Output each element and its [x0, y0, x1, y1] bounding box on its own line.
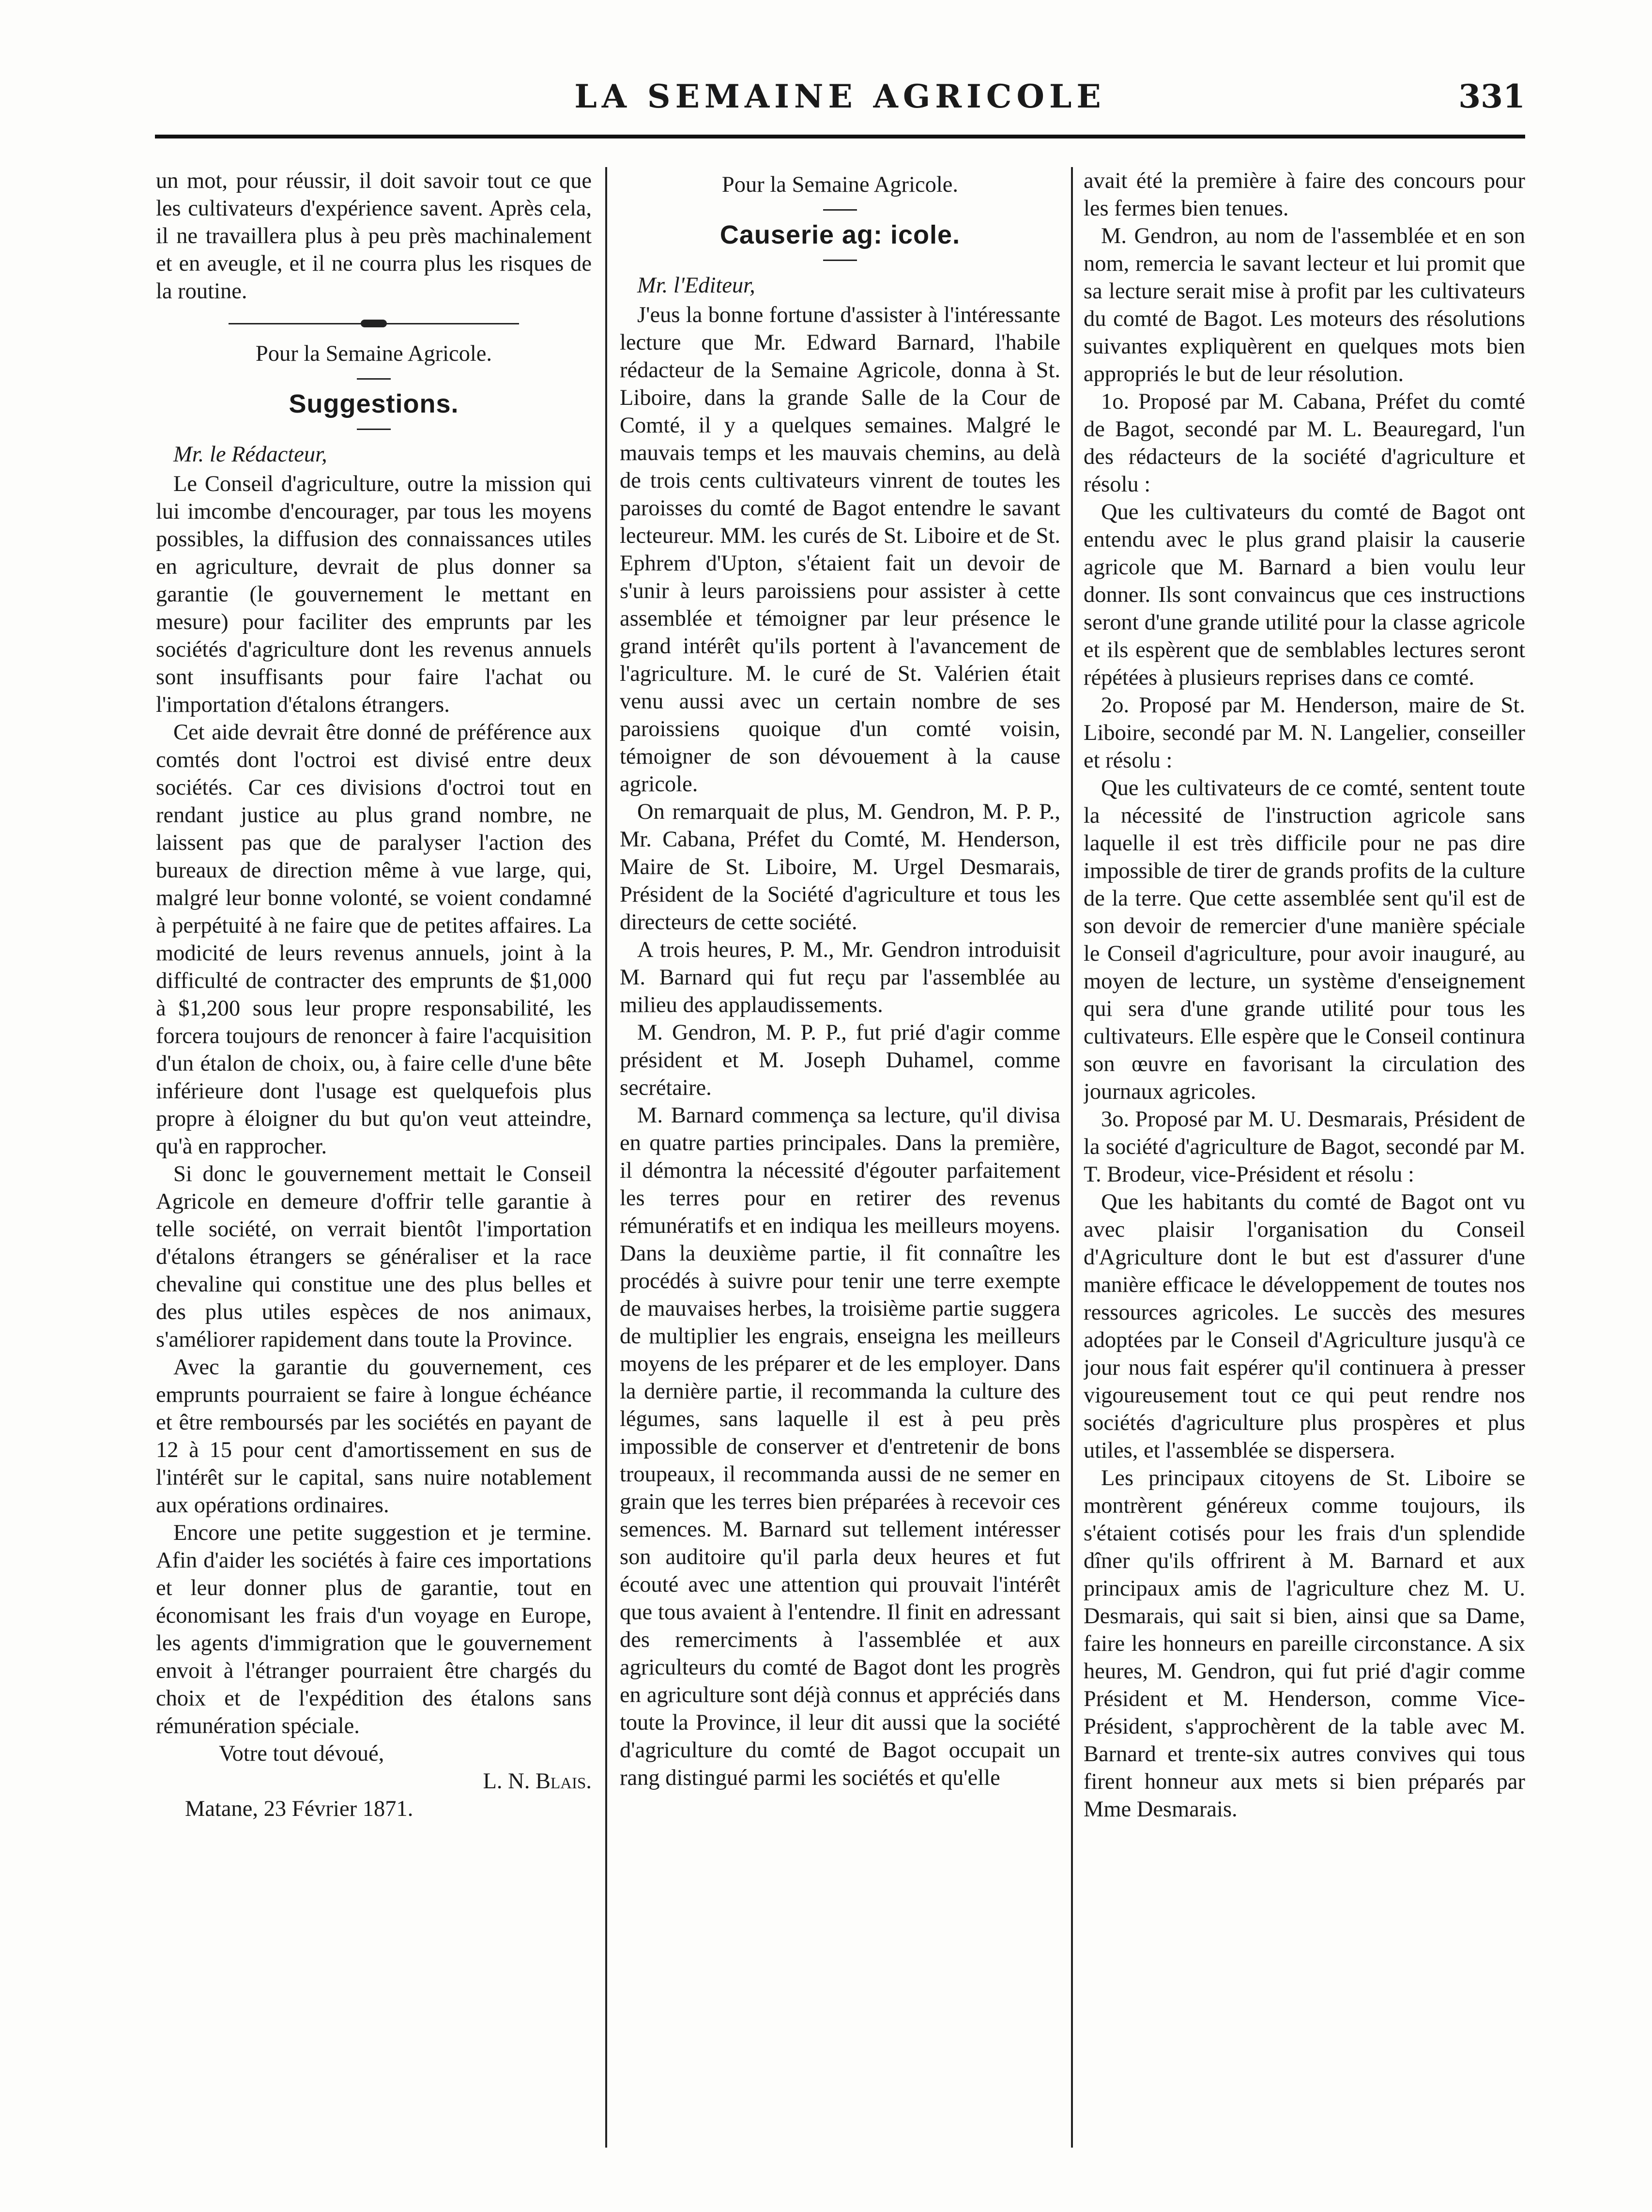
resolution-body: Que les cultivateurs du comté de Bagot ont entendu avec le plus grand plaisir la causerie agricole que M. Barnard a bien voulu leur donner. Ils sont convaincus que ces instructions seront d'une grande utilité pour la classe agricole et ils espèrent que de semblables lectures seront répétées à plusieurs reprises dans ce comté. — [1084, 500, 1525, 690]
resolution-heading: 3o. Proposé par M. U. Desmarais, Président de la société d'agriculture de Bagot, secondé par M. T. Brodeur, vice-Président et résolu : — [1084, 1107, 1525, 1187]
paragraph: Si donc le gouvernement mettait le Conseil Agricole en demeure d'offrir telle garantie à telle société, on verrait bientôt l'importation d'étalons étrangers se généraliser et la race chevaline qui constitue une des plus belles et des plus utiles espèces de nos animaux, s'améliorer rapidement dans toute la Province. — [156, 1162, 592, 1352]
short-rule — [357, 378, 391, 380]
resolution-heading: 1o. Proposé par M. Cabana, Préfet du comté de Bagot, secondé par M. L. Beauregard, l'un des rédacteurs de la société d'agriculture et résolu : — [1084, 389, 1525, 497]
dateline: Matane, 23 Février 1871. — [185, 1797, 413, 1821]
article-byline: Pour la Semaine Agricole. — [721, 172, 959, 197]
continued-paragraph: avait été la première à faire des concours pour les fermes bien tenues. — [1084, 169, 1525, 221]
article-byline: Pour la Semaine Agricole. — [255, 341, 492, 366]
paragraph: J'eus la bonne fortune d'assister à l'intéressante lecture que Mr. Edward Barnard, l'habile rédacteur de la Semaine Agricole, donna à St. Liboire, dans la grande Salle de la Cour de Comté, il y a quelques semaines. Malgré le mauvais temps et les mauvais chemins, au delà de trois cents cultivateurs vinrent de toutes les paroisses du comté de Bagot entendre le savant lecteureur. MM. les curés de St. Liboire et de St. Ephrem d'Upton, s'étaient fait un devoir de s'unir à leurs paroissiens pour assister à cette assemblée et témoigner par leur présence le grand intérêt qu'ils portent à l'avancement de l'agriculture. M. le curé de St. Valérien était venu aussi avec un certain nombre de ses paroissiens quoique d'un comté voisin, témoigner de son dévouement à la cause agricole. — [620, 303, 1060, 797]
short-rule — [823, 209, 857, 211]
salutation: Mr. l'Editeur, — [637, 273, 755, 298]
header-rule — [155, 135, 1525, 138]
page-number: 331 — [1458, 77, 1525, 115]
paragraph: A trois heures, P. M., Mr. Gendron introduisit M. Barnard qui fut reçu par l'assemblée au milieu des applaudissements. — [620, 937, 1060, 1017]
signature: L. N. Blais. — [483, 1769, 592, 1794]
column-divider — [1071, 167, 1073, 2148]
article-title: Causerie ag: icole. — [719, 220, 961, 249]
column-divider — [605, 167, 607, 2148]
running-title: LA SEMAINE AGRICOLE — [574, 77, 1106, 115]
paragraph: Encore une petite suggestion et je termine. Afin d'aider les sociétés à faire ces importations et leur donner plus de garantie, tout en économisant les frais d'un voyage en Europe, les agents d'immigration que le gouvernement envoit à l'étranger pourraient être chargés du choix et de l'expédition des étalons sans rémunération spéciale. — [156, 1521, 592, 1738]
column-1 — [156, 167, 592, 2177]
article-title: Suggestions. — [289, 389, 459, 418]
paragraph: M. Barnard commença sa lecture, qu'il divisa en quatre parties principales. Dans la première, il démontra la nécessité d'égouter parfaitement les terres pour en retirer des revenus rémunératifs et en indiqua les meilleurs moyens. Dans la deuxième partie, il fit connaître les procédés à suivre pour tenir une terre exempte de mauvaises herbes, la troisième partie suggera de multiplier les engrais, enseigna les meilleurs moyens de les préparer et de les employer. Dans la dernière partie, il recommanda la culture des légumes, sans laquelle il est à peu près impossible de conserver et d'entretenir de bons troupeaux, il recommanda aussi de ne semer en grain que les terres bien préparées à recevoir ces semences. M. Barnard sut tellement intéresser son auditoire qu'il parla deux heures et fut écouté avec une attention qui prouvait l'intérêt que tous avaient à l'entendre. Il finit en adressant des remerciments à l'assemblée et aux agriculteurs du comté de Bagot dont les progrès en agriculture sont déjà connus et appréciés dans toute la Province, il leur dit aussi que la société d'agriculture du comté de Bagot occupait un rang distingué parmi les sociétés et qu'elle — [620, 1103, 1060, 1790]
column-2 — [620, 167, 1060, 2177]
paragraph: Cet aide devrait être donné de préférence aux comtés dont l'octroi est divisé entre deux sociétés. Car ces divisions d'octroi tout en rendant justice au plus grand nombre, ne laissent pas que de paralyser l'action des bureaux de direction même à vue large, qui, malgré leur bonne volonté, se voient condamné à perpétuité à ne faire que de petites affaires. La modicité de leurs revenus annuels, joint à la difficulté de contracter des emprunts de $1,000 à $1,200 sous leur propre responsabilité, les forcera toujours de renoncer à faire l'acquisition d'un étalon de choix, ou, à faire celle d'une bête inférieure dont l'usage est quelquefois plus propre à éloigner du but qu'on veut atteindre, qu'à en rapprocher. — [156, 720, 592, 1159]
paragraph: Avec la garantie du gouvernement, ces emprunts pourraient se faire à longue échéance et être remboursés par les sociétés en payant de 12 à 15 pour cent d'amortissement en sus de l'intérêt sur le capital, sans nuire notablement aux opérations ordinaires. — [156, 1355, 592, 1518]
resolution-heading: 2o. Proposé par M. Henderson, maire de St. Liboire, secondé par M. N. Langelier, conseiller et résolu : — [1084, 693, 1525, 773]
paragraph: Le Conseil d'agriculture, outre la mission qui lui imcombe d'encourager, par tous les moyens possibles, la diffusion des connaissances utiles en agriculture, devrait de plus donner sa garantie (le gouvernement le mettant en mesure) pour faciliter des emprunts par les sociétés d'agriculture dont les revenus annuels sont insuffisants pour faire l'achat ou l'importation d'étalons étrangers. — [156, 472, 592, 717]
page-header — [155, 77, 1525, 140]
paragraph: On remarquait de plus, M. Gendron, M. P. P., Mr. Cabana, Préfet du Comté, M. Henderson, Maire de St. Liboire, M. Urgel Desmarais, Président de la Société d'agriculture et tous les directeurs de cette société. — [620, 799, 1060, 935]
section-ornament — [156, 320, 592, 327]
paragraph: M. Gendron, M. P. P., fut prié d'agir comme président et M. Joseph Duhamel, comme secrétaire. — [620, 1020, 1060, 1100]
short-rule — [357, 429, 391, 430]
salutation: Mr. le Rédacteur, — [173, 442, 327, 467]
paragraph: Les principaux citoyens de St. Liboire se montrèrent généreux comme toujours, ils s'étaient cotisés pour les frais d'un splendide dîner qu'ils offrirent à M. Barnard et aux principaux amis de l'agriculture chez M. U. Desmarais, qui sait si bien, ainsi que sa Dame, faire les honneurs en pareille circonstance. A six heures, M. Gendron, qui fut prié d'agir comme Président et M. Henderson, comme Vice-Président, s'approchèrent de la table avec M. Barnard et trente-six autres convives qui tous firent honneur aux mets si bien préparés par Mme Desmarais. — [1084, 1466, 1525, 1822]
resolution-body: Que les habitants du comté de Bagot ont vu avec plaisir l'organisation du Conseil d'Agriculture dont le but est d'assurer d'une manière efficace le développement de toutes nos ressources agricoles. Le succès des mesures adoptées par le Conseil d'Agriculture jusqu'à ce jour nous fait espérer qu'il continuera à presser vigoureusement tout ce qui peut rendre nos sociétés d'agriculture plus prospères et plus utiles, et l'assemblée se dispersera. — [1084, 1190, 1525, 1463]
closing-formula: Votre tout dévoué, — [219, 1741, 384, 1766]
paragraph: M. Gendron, au nom de l'assemblée et en son nom, remercia le savant lecteur et lui promit que sa lecture serait mise à profit par les cultivateurs du comté de Bagot. Les moteurs des résolutions suivantes expliquèrent en quelques mots bien appropriés le but de leur résolution. — [1084, 224, 1525, 386]
continued-paragraph: un mot, pour réussir, il doit savoir tout ce que les cultivateurs d'expérience savent. Après cela, il ne travaillera plus à peu près machinalement et en aveugle, et il ne courra plus les risques de la routine. — [156, 169, 592, 304]
column-3 — [1084, 167, 1525, 2177]
resolution-body: Que les cultivateurs de ce comté, sentent toute la nécessité de l'instruction agricole sans laquelle il est très difficile pour ne pas dire impossible de tirer de grands profits de la culture de la terre. Que cette assemblée sent qu'il est de son devoir de remercier d'une manière spéciale le Conseil d'agriculture, pour avoir inauguré, au moyen de lecture, un système d'enseignement qui sera d'une grande utilité pour tous les cultivateurs. Elle espère que le Conseil continura son œuvre en favorisant la circulation des journaux agricoles. — [1084, 776, 1525, 1104]
short-rule — [823, 260, 857, 261]
